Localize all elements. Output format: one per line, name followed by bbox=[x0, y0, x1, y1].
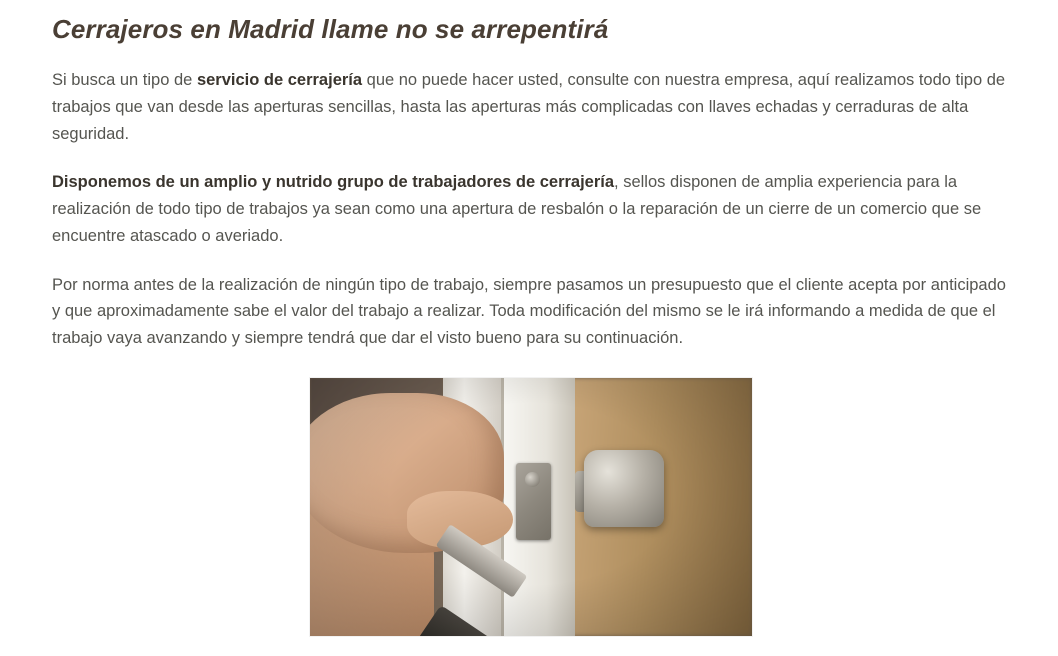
paragraph-1-segment-3: que no puede hacer usted, consulte con nuestra empresa, aquí realizamos todo tipo de trabajos que van desde las aperturas sencillas, hasta las aperturas más complicadas con llaves echadas y cerraduras de alta seguridad. bbox=[52, 71, 1006, 143]
paragraph-3 bbox=[52, 272, 1010, 352]
photo-vignette bbox=[310, 378, 752, 636]
page-title: Cerrajeros en Madrid llame no se arrepentirá bbox=[52, 14, 609, 44]
paragraph-2-segment-1-bold: Disponemos de un amplio y nutrido grupo de trabajadores de cerrajería bbox=[52, 173, 615, 192]
paragraph-1-segment-1: Si busca un tipo de bbox=[52, 71, 197, 90]
locksmith-photo bbox=[310, 378, 752, 636]
paragraph-2 bbox=[52, 169, 1010, 249]
paragraph-2-segment-2: , sellos disponen de amplia experiencia para la realización de todo tipo de trabajos ya sean como una apertura de resbalón o la reparación de un cierre de un comercio que se encuentre atascado o averiado. bbox=[52, 173, 982, 245]
paragraph-3-segment-1: Por norma antes de la realización de ningún tipo de trabajo, siempre pasamos un presupuesto que el cliente acepta por anticipado y que aproximadamente sabe el valor del trabajo a realizar. Toda modificación del mismo se le irá informando a medida de que el trabajo vaya avanzando y siempre tendrá que dar el visto bueno para su continuación. bbox=[52, 275, 1006, 347]
paragraph-1 bbox=[52, 67, 1010, 147]
figure-container bbox=[52, 378, 1010, 636]
paragraph-1-segment-2-bold: servicio de cerrajería bbox=[196, 71, 363, 90]
